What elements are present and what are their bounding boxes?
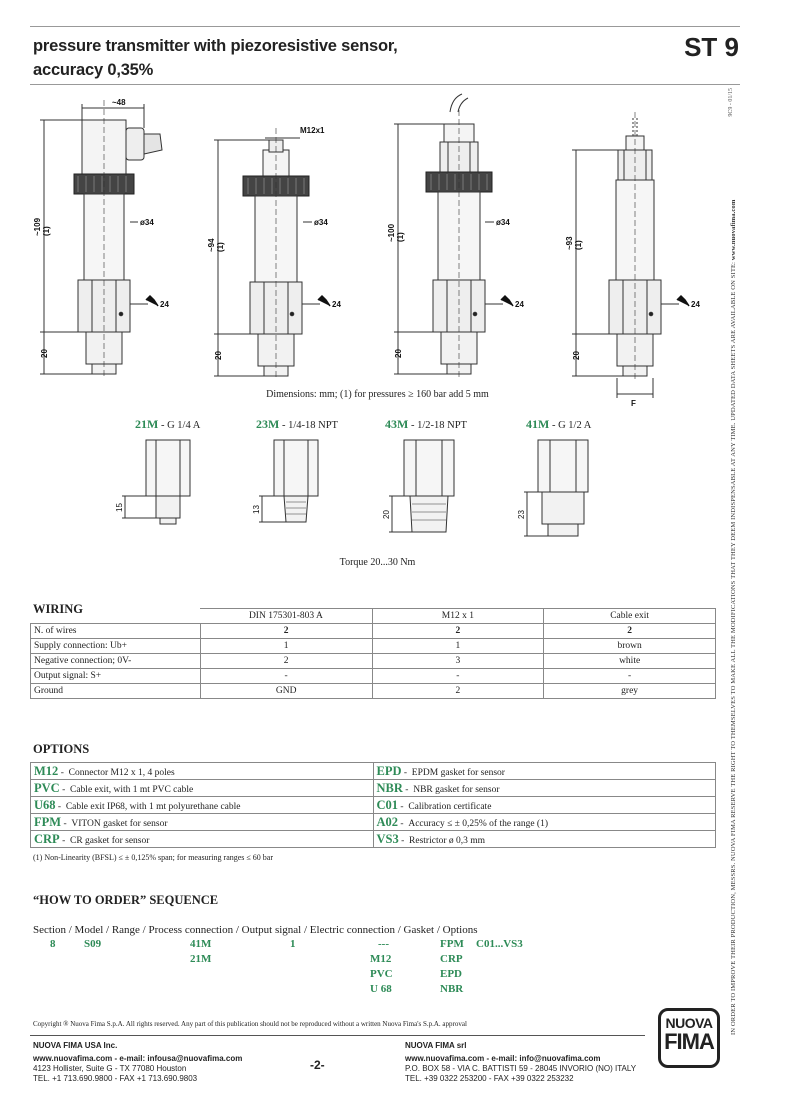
option-code: FPM [34, 814, 62, 829]
title-line-1: pressure transmitter with piezoresistive sensor, [33, 37, 398, 55]
drawing-slim-cable-exit [572, 112, 679, 398]
option-code: VS3 [376, 831, 399, 846]
wiring-cell: 2 [372, 684, 544, 699]
connection-drawing-23m [259, 440, 318, 522]
d3-diameter: ø34 [496, 218, 510, 227]
d3-base: 20 [394, 349, 403, 358]
wiring-row-label: Ground [31, 684, 201, 699]
d2-wrench: 24 [332, 300, 341, 309]
footer-italy-name: NUOVA FIMA srl [405, 1041, 467, 1050]
table-row [31, 639, 716, 654]
wiring-row-label: Output signal: S+ [31, 669, 201, 684]
copyright-notice: Copyright ® Nuova Fima S.p.A. All rights reserved. Any part of this publication should not be reproduced without a written Nuova Fima's S.p.A. approval [33, 1020, 467, 1028]
connection-label-21m [135, 417, 200, 432]
table-row [31, 780, 716, 797]
d2-diameter: ø34 [314, 218, 328, 227]
option-cell: VS3 - Restrictor ø 0,3 mm [373, 831, 716, 848]
option-code: NBR [376, 780, 403, 795]
d4-height: ~93(1) [565, 236, 583, 250]
option-code: EPD [376, 763, 402, 778]
connection-drawing-41m [524, 440, 588, 536]
conn-41m-dim: 23 [517, 510, 526, 519]
wiring-cell: brown [544, 639, 716, 654]
footer-italy-phone: TEL. +39 0322 253200 - FAX +39 0322 253232 [405, 1074, 574, 1083]
connection-desc: - 1/4-18 NPT [279, 420, 338, 431]
option-desc: NBR gasket for sensor [413, 784, 500, 795]
d1-height: ~109(1) [33, 217, 51, 236]
d4-wrench: 24 [691, 300, 700, 309]
option-desc: Connector M12 x 1, 4 poles [68, 767, 175, 778]
page-number: -2- [310, 1058, 325, 1072]
order-gasket-4: NBR [440, 983, 464, 995]
option-cell: NBR - NBR gasket for sensor [373, 780, 716, 797]
footer-rule [30, 1035, 645, 1036]
option-cell: U68 - Cable exit IP68, with 1 mt polyurethane cable [31, 797, 374, 814]
conn-23m-dim: 13 [252, 505, 261, 514]
drawing-cable-exit [394, 94, 503, 380]
wiring-table [30, 608, 716, 699]
wiring-header-row [31, 609, 716, 624]
order-options: C01...VS3 [476, 938, 523, 950]
logo-top: NUOVA [665, 1015, 713, 1031]
wrench-icon [146, 296, 689, 306]
side-disclaimer-site: www.nuovafima.com [730, 199, 737, 261]
wiring-row-label: N. of wires [31, 624, 201, 639]
side-disclaimer-text: IN ORDER TO IMPROVE THEIR PRODUCTION, MESSRS. NUOVA FIMA RESERVE THE RIGHT TO THEMSELVES TO MAKE ALL THE MODIFICATIONS THAT THEY DEEM INDISPENSABLE AT ANY TIME. UPDATED DATA SHEETS ARE AVAILABLE ON SITE: [730, 260, 737, 1035]
connection-code: 43M [385, 417, 409, 431]
footer-usa [33, 1041, 242, 1084]
revision-code: 9C9 - 01/15 [728, 88, 734, 117]
order-electric-4: U 68 [370, 983, 392, 995]
table-row [31, 814, 716, 831]
order-section: 8 [50, 938, 56, 950]
connection-label-41m [526, 417, 591, 432]
d4-f: F [631, 399, 636, 408]
wiring-cell: white [544, 654, 716, 669]
option-cell: M12 - Connector M12 x 1, 4 poles [31, 763, 374, 780]
order-process-1: 41M [190, 938, 212, 950]
option-code: A02 [376, 814, 399, 829]
option-desc: Restrictor ø 0,3 mm [409, 835, 486, 846]
title-line-2: accuracy 0,35% [33, 61, 154, 79]
option-desc: VITON gasket for sensor [71, 818, 168, 829]
order-electric-2: M12 [370, 953, 392, 965]
option-code: CRP [34, 831, 60, 846]
torque-note: Torque 20...30 Nm [339, 557, 416, 568]
wiring-col-cable: Cable exit [544, 609, 716, 624]
d2-base: 20 [214, 351, 223, 360]
wiring-row-label: Negative connection; 0V- [31, 654, 201, 669]
dimensions-caption: Dimensions: mm; (1) for pressures ≥ 160 bar add 5 mm [266, 389, 489, 400]
connection-code: 41M [526, 417, 550, 431]
option-desc: Cable exit, with 1 mt PVC cable [70, 784, 194, 795]
order-gasket-2: CRP [440, 953, 463, 965]
wiring-cell: 2 [544, 624, 716, 639]
footer-usa-phone: TEL. +1 713.690.9800 - FAX +1 713.690.9803 [33, 1074, 198, 1083]
how-to-order-title: “HOW TO ORDER” SEQUENCE [33, 893, 219, 907]
d1-base: 20 [40, 349, 49, 358]
wiring-row-label: Supply connection: Ub+ [31, 639, 201, 654]
table-row [31, 654, 716, 669]
option-code: PVC [34, 780, 60, 795]
option-code: U68 [34, 797, 56, 812]
table-row [31, 624, 716, 639]
order-output: 1 [290, 938, 296, 950]
drawing-din-connector [40, 100, 162, 378]
option-cell: A02 - Accuracy ≤ ± 0,25% of the range (1) [373, 814, 716, 831]
d4-base: 20 [572, 351, 581, 360]
option-desc: Accuracy ≤ ± 0,25% of the range (1) [408, 818, 549, 829]
options-footnote: (1) Non-Linearity (BFSL) ≤ ± 0,125% span; for measuring ranges ≤ 60 bar [33, 853, 274, 862]
connection-drawing-43m [389, 440, 454, 532]
options-title: OPTIONS [33, 742, 90, 756]
option-cell: FPM - VITON gasket for sensor [31, 814, 374, 831]
order-gasket-1: FPM [440, 938, 464, 950]
wiring-col-m12: M12 x 1 [372, 609, 544, 624]
d3-wrench: 24 [515, 300, 524, 309]
option-code: M12 [34, 763, 59, 778]
option-desc: Cable exit IP68, with 1 mt polyurethane cable [65, 801, 241, 812]
option-cell: EPD - EPDM gasket for sensor [373, 763, 716, 780]
footer-usa-web: www.nuovafima.com - e-mail: infousa@nuovafima.com [33, 1054, 243, 1063]
connection-label-23m [256, 417, 338, 432]
d2-connector: M12x1 [300, 126, 325, 135]
table-row [31, 763, 716, 780]
connection-drawing-21m [122, 440, 190, 524]
connection-label-43m [385, 417, 467, 432]
wiring-cell: GND [200, 684, 372, 699]
order-electric-3: PVC [370, 968, 393, 980]
connection-code: 21M [135, 417, 159, 431]
option-cell: C01 - Calibration certificate [373, 797, 716, 814]
nuova-fima-logo [658, 1008, 720, 1068]
d3-height: ~100(1) [387, 223, 405, 242]
logo-bottom: FIMA [664, 1029, 714, 1054]
connection-desc: - G 1/4 A [158, 420, 201, 431]
wiring-cell: - [544, 669, 716, 684]
table-row [31, 797, 716, 814]
connection-desc: - 1/2-18 NPT [408, 420, 467, 431]
order-sequence-header: Section / Model / Range / Process connection / Output signal / Electric connection / Gasket / Options [33, 924, 478, 936]
table-row [31, 831, 716, 848]
wiring-cell: 2 [200, 624, 372, 639]
order-process-2: 21M [190, 953, 212, 965]
wiring-cell: 3 [372, 654, 544, 669]
order-electric-1: --- [378, 938, 389, 950]
table-row [31, 684, 716, 699]
wiring-cell: 2 [200, 654, 372, 669]
options-table [30, 762, 716, 848]
wiring-title: WIRING [33, 602, 84, 616]
footer-italy [405, 1041, 636, 1084]
option-cell: CRP - CR gasket for sensor [31, 831, 374, 848]
footer-usa-name: NUOVA FIMA USA Inc. [33, 1041, 118, 1050]
order-model: S09 [84, 938, 102, 950]
footer-italy-address: P.O. BOX 58 - VIA C. BATTISTI 59 - 28045 INVORIO (NO) ITALY [405, 1064, 637, 1073]
d1-wrench: 24 [160, 300, 169, 309]
option-cell: PVC - Cable exit, with 1 mt PVC cable [31, 780, 374, 797]
wiring-corner [31, 609, 201, 624]
footer-italy-web: www.nuovafima.com - e-mail: info@nuovafima.com [405, 1054, 601, 1063]
model-code: ST 9 [684, 32, 739, 62]
wiring-cell: - [200, 669, 372, 684]
option-code: C01 [376, 797, 399, 812]
drawing-m12-connector [214, 128, 320, 380]
connection-desc: - G 1/2 A [549, 420, 592, 431]
option-desc: Calibration certificate [408, 801, 492, 812]
wiring-cell: 1 [200, 639, 372, 654]
table-row [31, 669, 716, 684]
option-desc: EPDM gasket for sensor [411, 767, 505, 778]
wiring-cell: grey [544, 684, 716, 699]
wiring-col-din: DIN 175301-803 A [200, 609, 372, 624]
d2-height: ~94(1) [207, 238, 225, 252]
wiring-cell: 2 [372, 624, 544, 639]
wiring-cell: - [372, 669, 544, 684]
footer-usa-address: 4123 Hollister, Suite G - TX 77080 Houston [33, 1064, 187, 1073]
connection-code: 23M [256, 417, 280, 431]
conn-21m-dim: 15 [115, 503, 124, 512]
order-gasket-3: EPD [440, 968, 462, 980]
conn-43m-dim: 20 [382, 510, 391, 519]
option-desc: CR gasket for sensor [70, 835, 150, 846]
d1-width: ~48 [112, 98, 126, 107]
wiring-cell: 1 [372, 639, 544, 654]
d1-diameter: ø34 [140, 218, 154, 227]
